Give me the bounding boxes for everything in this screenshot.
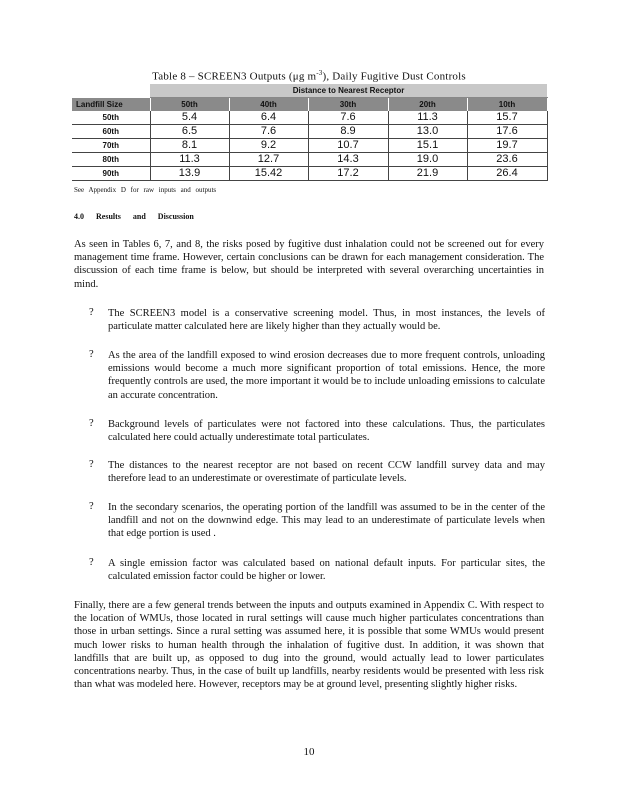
table-cell: 13.0: [388, 125, 467, 139]
table-cell: 19.0: [388, 153, 467, 167]
bullet-item: Background levels of particulates were not factored into these calculations. Thus, the particulates calculated here could actually underestimate total particulates.: [108, 419, 545, 444]
table-cell: 15.7: [467, 111, 547, 125]
final-paragraph: Finally, there are a few general trends between the inputs and outputs examined in Appendix C. With respect to the location of WMUs, those located in rural settings will cause much higher particulates concentrations than those in urban settings. Since a rural setting was assumed here, it is possible that some WMUs would present much lower risks to human health through the inhalation of fugitive dust. In addition, it was shown that landfills that are built up, as opposed to dug into the ground, would actually lead to lower particulates concentrations nearby. Thus, in the case of built up landfills, nearby residents would be presented with less risk than what was modeled here. However, receptors may be at ground level, presenting slightly higher risks.: [74, 600, 544, 691]
bullet-item: As the area of the landfill exposed to wind erosion decreases due to more frequent controls, unloading emissions would become a much more significant proportion of total emissions. Hence, the more frequently controls are used, the more important it would be to include unloading emissions to calculate an accurate concentration.: [108, 350, 545, 401]
table-cell: 7.6: [229, 125, 308, 139]
row-label: 80th: [72, 153, 150, 167]
table-cell: 14.3: [308, 153, 388, 167]
table-row: [72, 139, 547, 153]
bullet-marker: ?: [89, 459, 94, 470]
table-cell: 23.6: [467, 153, 547, 167]
table-cell: 9.2: [229, 139, 308, 153]
table-cell: 13.9: [150, 167, 229, 181]
column-header: 40th: [229, 98, 308, 112]
column-header: 10th: [467, 98, 547, 112]
table-row: [72, 125, 547, 139]
bullet-marker: ?: [89, 418, 94, 429]
table-cell: 11.3: [150, 153, 229, 167]
bullet-marker: ?: [89, 501, 94, 512]
table-caption: Table 8 – SCREEN3 Outputs (μg $m^{-3}$), Daily Fugitive Dust Controls: [152, 69, 466, 83]
table-cell: 6.5: [150, 125, 229, 139]
bullet-marker: ?: [89, 557, 94, 568]
section-title: 4.0 Results and Discussion: [74, 212, 194, 221]
bullet-item: The distances to the nearest receptor are not based on recent CCW landfill survey data and may therefore lead to an underestimate or overestimate of particulate levels.: [108, 460, 545, 485]
table-note: See Appendix D for raw inputs and outputs: [74, 186, 217, 194]
table-cell: 8.1: [150, 139, 229, 153]
column-header: 50th: [150, 98, 229, 112]
table-super-header: [72, 84, 547, 98]
table-cell: 21.9: [388, 167, 467, 181]
distance-header: Distance to Nearest Receptor: [150, 84, 547, 98]
page-number: 10: [303, 746, 315, 758]
table-cell: 17.6: [467, 125, 547, 139]
bullet-marker: ?: [89, 307, 94, 318]
table-cell: 10.7: [308, 139, 388, 153]
row-label: 70th: [72, 139, 150, 153]
bullet-marker: ?: [89, 349, 94, 360]
row-label: 60th: [72, 125, 150, 139]
row-label: 50th: [72, 111, 150, 125]
bullet-item: The SCREEN3 model is a conservative screening model. Thus, in most instances, the levels of particulate matter calculated here are likely higher than they actually would be.: [108, 308, 545, 333]
table-cell: 19.7: [467, 139, 547, 153]
column-header: Landfill Size: [72, 98, 150, 112]
table-row: [72, 111, 547, 125]
table-cell: 8.9: [308, 125, 388, 139]
intro-paragraph: As seen in Tables 6, 7, and 8, the risks posed by fugitive dust inhalation could not be screened out for every management time frame. However, certain conclusions can be drawn for each management consideration. The discussion of each time frame is below, but should be interpreted with several overarching uncertainties in mind.: [74, 239, 544, 290]
table-cell: 11.3: [388, 111, 467, 125]
screen3-output-table: [72, 84, 548, 181]
table-cell: 5.4: [150, 111, 229, 125]
bullet-item: In the secondary scenarios, the operating portion of the landfill was assumed to be in the center of the landfill and not on the downwind edge. This may lead to an underestimate of particulate levels when that edge portion is used .: [108, 502, 545, 540]
table-cell: 26.4: [467, 167, 547, 181]
table-cell: 17.2: [308, 167, 388, 181]
table-cell: 15.1: [388, 139, 467, 153]
table-cell: 7.6: [308, 111, 388, 125]
table-row: [72, 153, 547, 167]
table-column-headers: [72, 98, 547, 112]
row-label: 90th: [72, 167, 150, 181]
table-row: [72, 167, 547, 181]
column-header: 20th: [388, 98, 467, 112]
table-cell: 6.4: [229, 111, 308, 125]
table-cell: 15.42: [229, 167, 308, 181]
table-cell: 12.7: [229, 153, 308, 167]
bullet-item: A single emission factor was calculated based on national default inputs. For particular sites, the calculated emission factor could be higher or lower.: [108, 558, 545, 583]
column-header: 30th: [308, 98, 388, 112]
